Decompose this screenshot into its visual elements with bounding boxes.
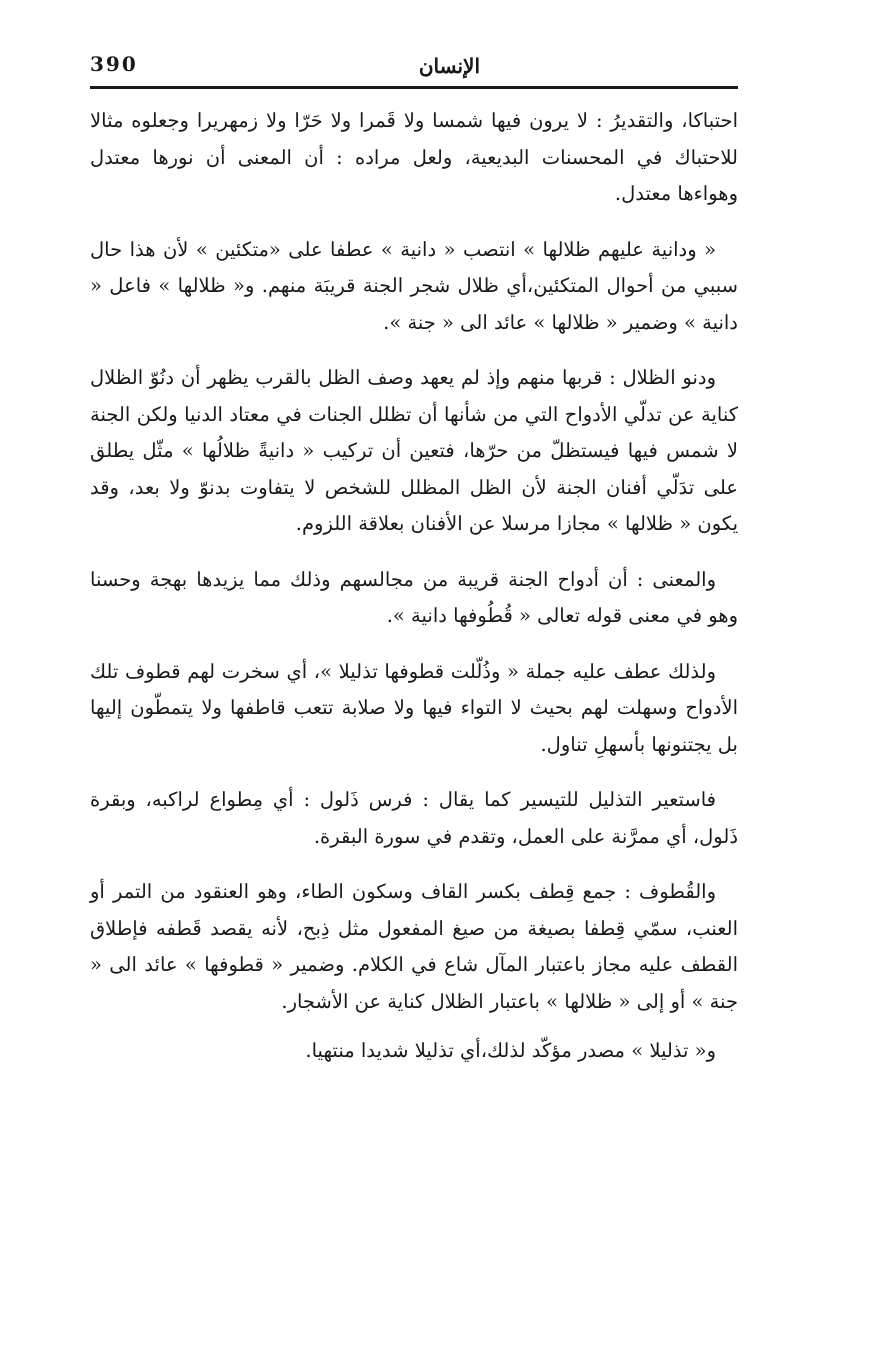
running-title: الإنسان <box>418 54 480 78</box>
paragraph: فاستعير التذليل للتيسير كما يقال : فرس ذَلول : أي مِطواع لراكبه، وبقرة ذَلول، أي ممرَّنة على العمل، وتقدم في سورة البقرة. <box>90 788 738 848</box>
paragraph: والقُطوف : جمع قِطف بكسر القاف وسكون الطاء، وهو العنقود من التمر أو العنب، سمّي قِطفا بصيغة من صيغ المفعول مثل ذِبح، لأنه يقصد قَطفه فإطلاق القطف عليه مجاز باعتبار المآل شاع في الكلام. وضمير « قطوفها » عائد الى « جنة » أو إلى « ظلالها » باعتبار الظلال كناية عن الأشجار. <box>90 880 738 1013</box>
paragraph: ودنو الظلال : قربها منهم وإذ لم يعهد وصف الظل بالقرب يظهر أن دنُوّ الظلال كناية عن تدلّي الأدواح التي من شأنها أن تظلل الجنات في معتاد الدنيا ولكن الجنة لا شمس فيها فيستظلّ من حرّها، فتعين أن تركيب « دانيةً ظلالُها » مثّل يطلق على تدَلّي أفنان الجنة لأن الظل المظلل للشخص لا يتفاوت بدنوّ ولا بعد، وقد يكون « ظلالها » مجازا مرسلا عن الأفنان بعلاقة اللزوم. <box>90 366 738 535</box>
paragraph: ولذلك عطف عليه جملة « وذُلّلت قطوفها تذليلا »، أي سخرت لهم قطوف تلك الأدواح وسهلت لهم بحيث لا التواء فيها ولا صلابة تتعب قاطفها ولا يتمطّون إليها بل يجتنونها بأسهلِ تناول. <box>90 659 738 756</box>
paragraph: والمعنى : أن أدواح الجنة قريبة من مجالسهم وذلك مما يزيدها بهجة وحسنا وهو في معنى قوله تعالى « قُطُوفها دانية ». <box>90 567 738 627</box>
book-page <box>90 40 738 1089</box>
paragraph: « ودانية عليهم ظلالها » انتصب « دانية » عطفا على «متكئين » لأن هذا حال سببي من أحوال المتكئين،أي ظلال شجر الجنة قريبَة منهم. و« ظلالها » فاعل « دانية » وضمير « ظلالها » عائد الى « جنة ». <box>90 237 738 334</box>
paragraph: و« تذليلا » مصدر مؤكّد لذلك،أي تذليلا شديدا منتهيا. <box>305 1039 716 1062</box>
page-header <box>90 40 738 89</box>
page-number: 390 <box>90 52 138 76</box>
paragraph: احتباكا، والتقديرُ : لا يرون فيها شمسا ولا قَمرا ولا حَرّا ولا زمهريرا وجعلوه مثالا للاحتباك في المحسنات البديعية، ولعل مراده : أن المعنى أن نورها معتدل وهواءها معتدل. <box>90 109 738 205</box>
page-body <box>90 103 738 1070</box>
